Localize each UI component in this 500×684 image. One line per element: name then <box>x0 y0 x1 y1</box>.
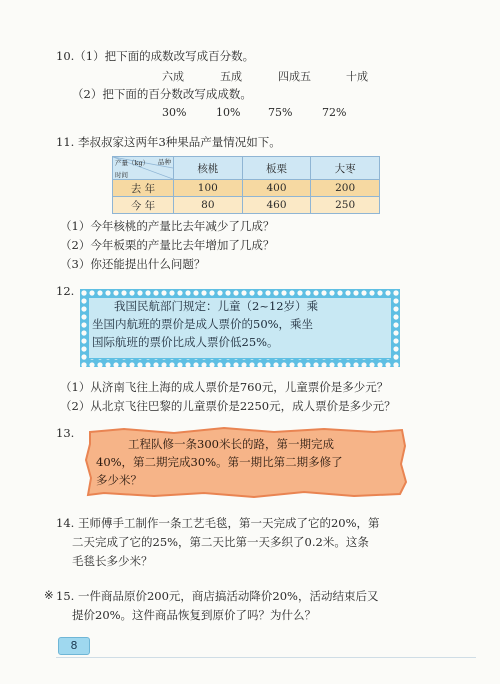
table-row <box>113 180 380 197</box>
table-cell: 460 <box>242 197 311 214</box>
table-cell: 250 <box>311 197 380 214</box>
q12-sub2: （2）从北京飞往巴黎的儿童票价是2250元，成人票价是多少元？ <box>60 399 396 413</box>
row-label: 去 年 <box>113 180 174 197</box>
q10-number: 10.（1）把下面的成数改写成百分数。 <box>56 49 255 63</box>
corner-label-variety: 品种 <box>158 158 171 166</box>
q15-line1: 15. 一件商品原价200元，商店搞活动降价20%，活动结束后又 <box>56 589 379 603</box>
table-cell: 100 <box>174 180 243 197</box>
q14-line3: 毛毯长多少米？ <box>72 554 153 568</box>
q11-sub2: （2）今年板栗的产量比去年增加了几成？ <box>60 238 275 252</box>
column-header: 核桃 <box>174 157 243 180</box>
q14-line1: 14. 王师傅手工制作一条工艺毛毯，第一天完成了它的20%，第 <box>56 516 380 530</box>
notice-line: 坐国内航班的票价是成人票价的50%，乘坐 <box>92 317 314 331</box>
corner-label-yield: 产量（kg） <box>115 159 150 167</box>
q10-p1-item: 四成五 <box>278 70 311 83</box>
q12-number: 12. <box>56 284 75 298</box>
q15-line2: 提价20%。这件商品恢复到原价了吗？为什么？ <box>72 608 317 622</box>
q15-star: ※ <box>44 588 54 602</box>
q10-p2-options <box>0 106 500 122</box>
airline-notice-text <box>92 297 392 359</box>
column-header: 板栗 <box>242 157 311 180</box>
q10-p2: （2）把下面的百分数改写成成数。 <box>72 87 252 101</box>
column-header: 大枣 <box>311 157 380 180</box>
notice-line: 国际航班的票价比成人票价低25%。 <box>92 335 279 349</box>
q10-p2-item: 30% <box>162 106 187 119</box>
problem-line: 工程队修一条300米长的路，第一期完成 <box>128 437 334 451</box>
q14-line2: 二天完成了它的25%，第二天比第一天多织了0.2米。这条 <box>72 535 369 549</box>
q10-p1-item: 六成 <box>162 70 184 83</box>
q10-p2-item: 75% <box>268 106 293 119</box>
corner-label-time: 时间 <box>115 171 128 179</box>
harvest-table <box>112 156 380 214</box>
problem-line: 40%，第二期完成30%。第一期比第二期多修了 <box>96 455 343 469</box>
page-number: 8 <box>58 637 90 655</box>
footer-rule <box>56 657 476 658</box>
q11-sub3: （3）你还能提出什么问题？ <box>60 257 206 271</box>
row-label: 今 年 <box>113 197 174 214</box>
table-cell: 80 <box>174 197 243 214</box>
q10-p2-item: 10% <box>216 106 241 119</box>
notice-line: 我国民航部门规定：儿童（2~12岁）乘 <box>114 299 319 313</box>
q10-p2-item: 72% <box>322 106 347 119</box>
q11-sub1: （1）今年核桃的产量比去年减少了几成？ <box>60 219 275 233</box>
table-row <box>113 197 380 214</box>
q13-number: 13. <box>56 426 75 440</box>
table-cell: 200 <box>311 180 380 197</box>
q10-p1-options <box>0 68 500 84</box>
problem-line: 多少米？ <box>96 473 142 487</box>
table-cell: 400 <box>242 180 311 197</box>
road-problem-text <box>96 435 396 489</box>
q12-sub1: （1）从济南飞往上海的成人票价是760元，儿童票价是多少元？ <box>60 380 389 394</box>
table-corner-cell <box>113 157 174 180</box>
q11-title: 11. 李叔叔家这两年3种果品产量情况如下。 <box>56 135 281 149</box>
q10-p1-item: 五成 <box>220 70 242 83</box>
q10-p1-item: 十成 <box>346 70 368 83</box>
